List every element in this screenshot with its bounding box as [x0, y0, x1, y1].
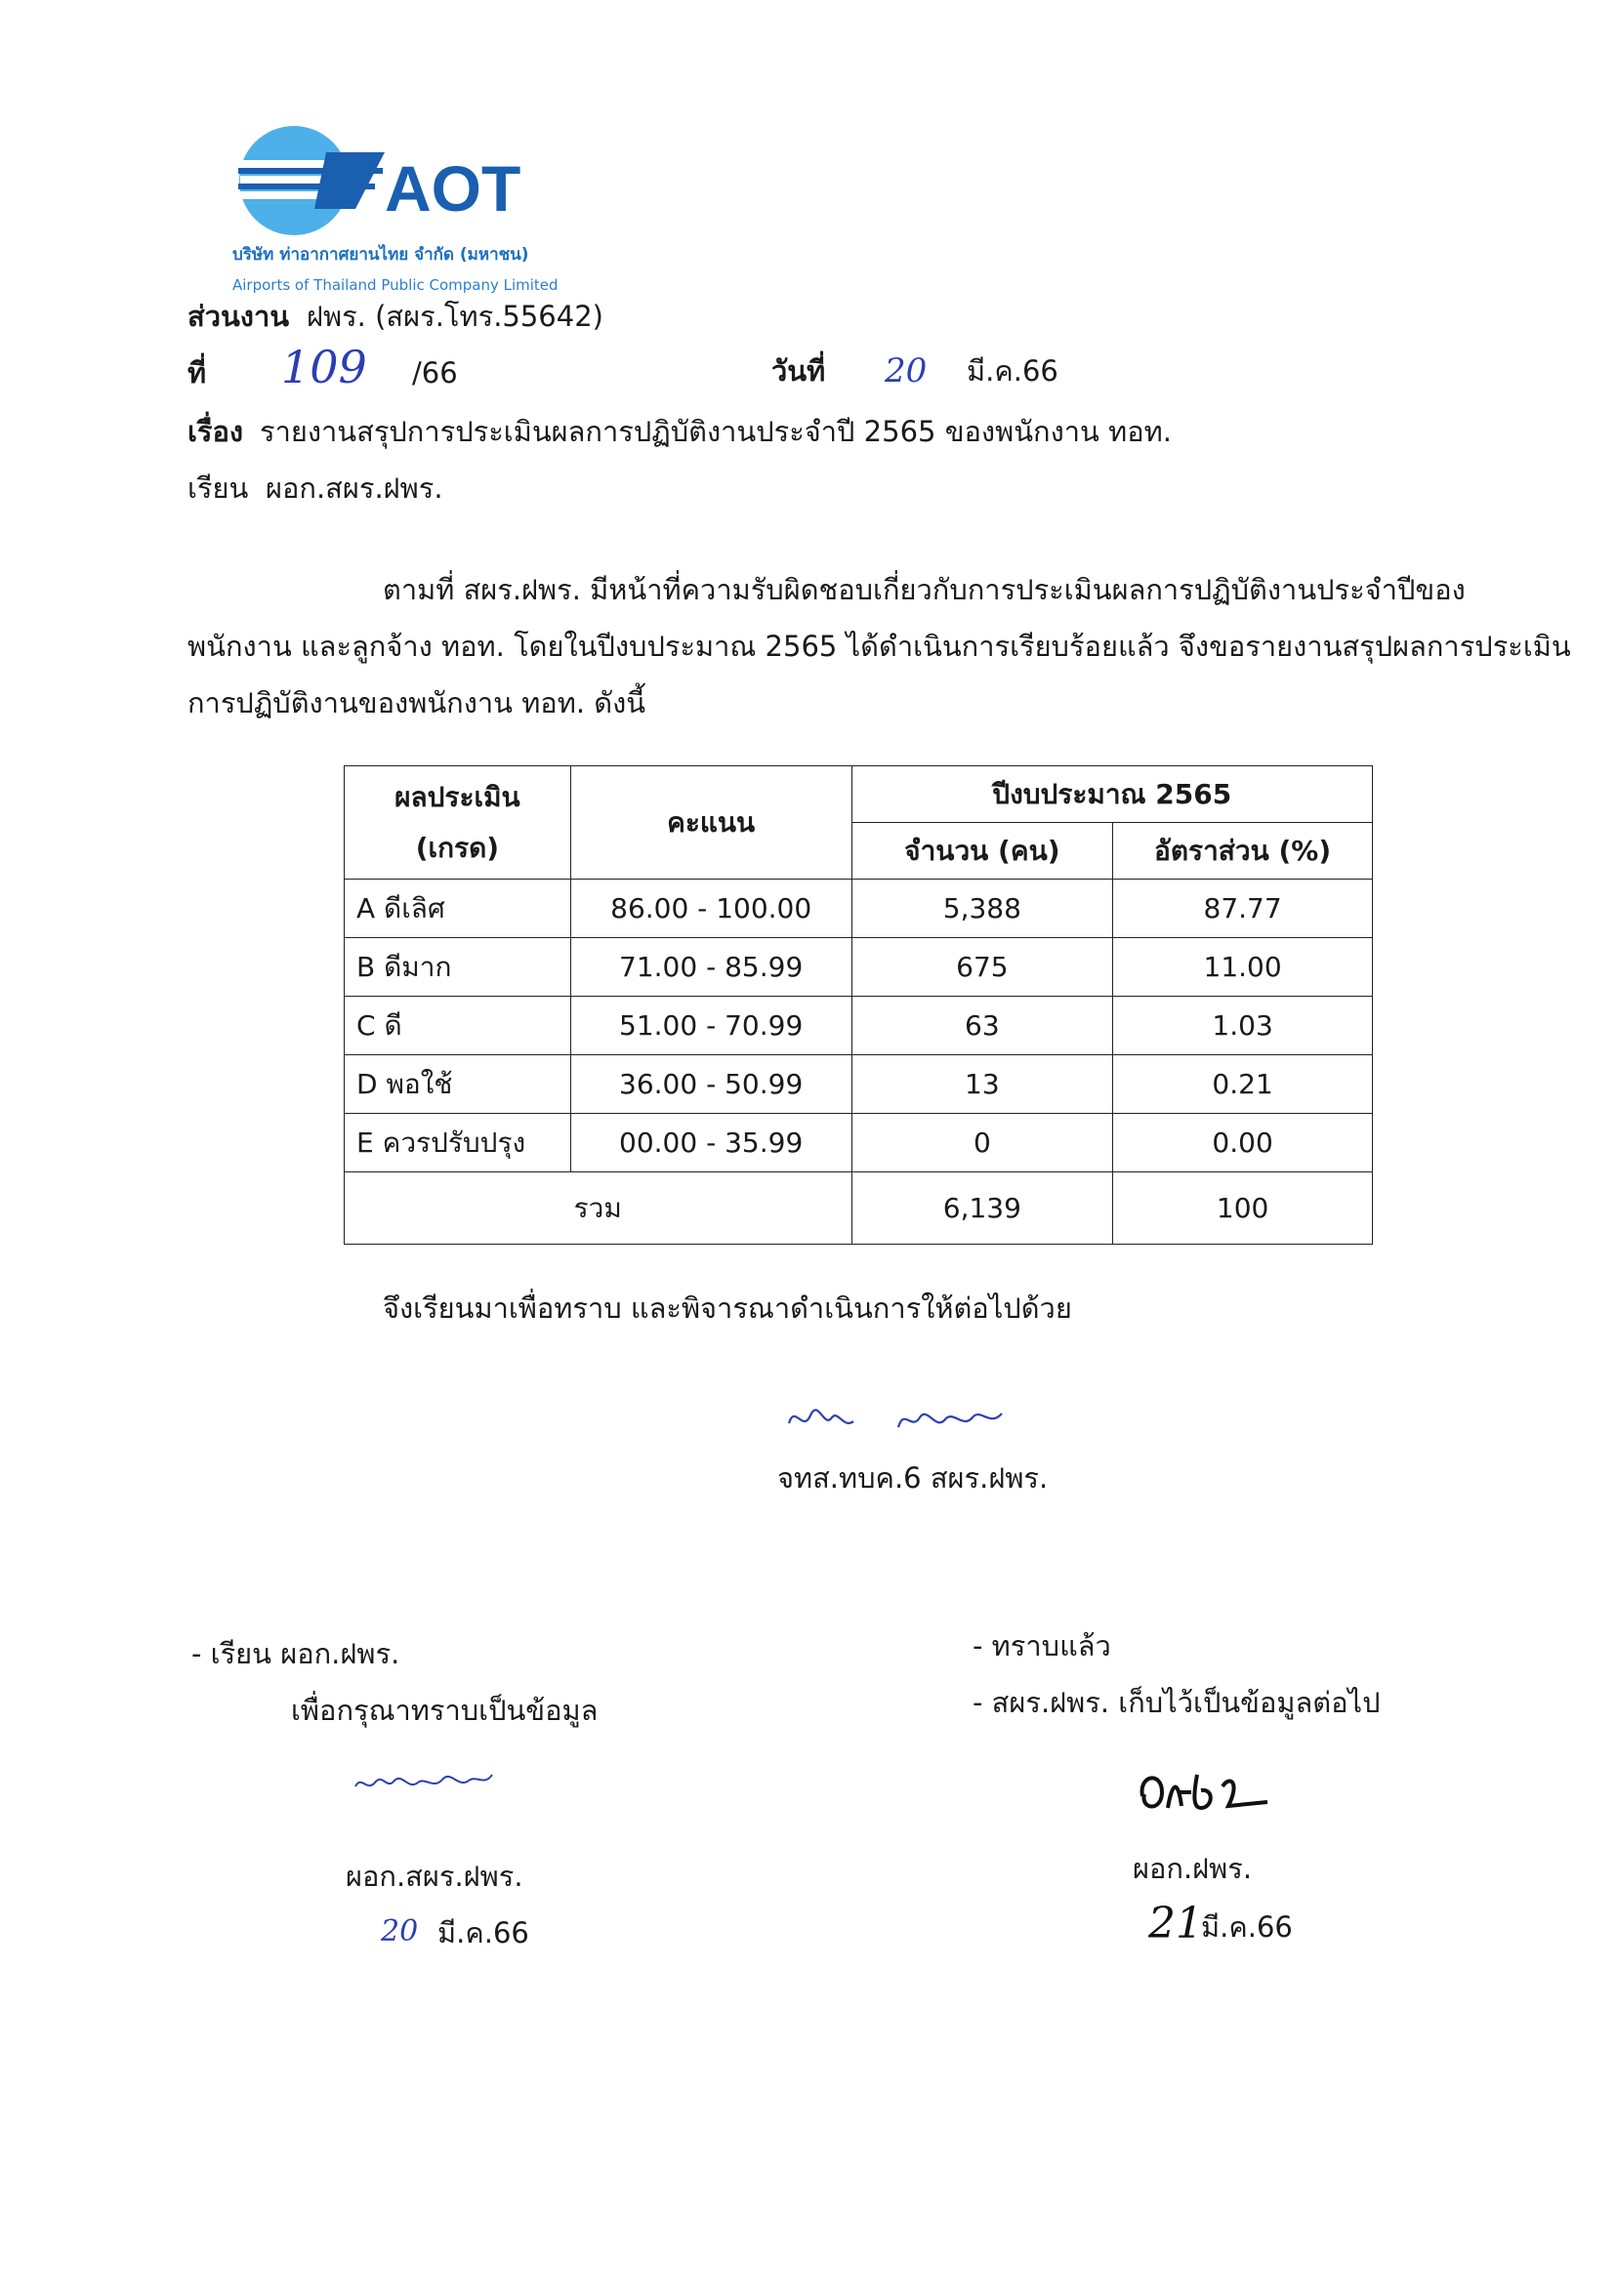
count-cell: 0 — [851, 1114, 1113, 1172]
header-budget-year: ปีงบประมาณ 2565 — [851, 766, 1373, 823]
body-line-2: พนักงาน และลูกจ้าง ทอท. โดยในปีงบประมาณ 2565 ได้ดำเนินการเรียบร้อยแล้ว จึงขอรายงานสรุปผลการประเมิน — [187, 630, 1571, 663]
date-suffix: มี.ค.66 — [967, 354, 1058, 388]
aot-logo-text: AOT — [385, 152, 521, 225]
total-count-cell: 6,139 — [851, 1172, 1113, 1245]
subject-value: รายงานสรุปการประเมินผลการปฏิบัติงานประจำปี 2565 ของพนักงาน ทอท. — [260, 415, 1172, 448]
unit-value: ฝพร. (สผร.โทร.55642) — [307, 300, 603, 333]
signature-1-handwriting — [781, 1394, 1015, 1447]
note-left-position: ผอก.สผร.ฝพร. — [346, 1860, 523, 1893]
doc-no-handwritten: 109 — [281, 341, 367, 393]
signature-3-handwriting — [1133, 1757, 1289, 1829]
subject-label: เรื่อง — [187, 415, 244, 448]
score-cell: 86.00 - 100.00 — [570, 880, 851, 938]
header-grade-line-1: ผลประเมิน — [394, 780, 520, 813]
aot-logo — [238, 125, 531, 237]
ratio-cell: 0.00 — [1113, 1114, 1373, 1172]
score-cell: 00.00 - 35.99 — [570, 1114, 851, 1172]
ratio-cell: 11.00 — [1113, 938, 1373, 997]
grade-cell: E ควรปรับปรุง — [345, 1114, 571, 1172]
company-name-th: บริษัท ท่าอากาศยานไทย จำกัด (มหาชน) — [232, 245, 529, 265]
note-left-line-2: เพื่อกรุณาทราบเป็นข้อมูล — [291, 1694, 599, 1727]
table-total-row — [345, 1172, 1373, 1245]
table-row — [345, 1055, 1373, 1114]
table-row — [345, 880, 1373, 938]
signature-1-position: จทส.ทบค.6 สผร.ฝพร. — [777, 1461, 1049, 1495]
total-ratio-cell: 100 — [1113, 1172, 1373, 1245]
company-name-en: Airports of Thailand Public Company Limited — [232, 276, 559, 294]
body-line-3: การปฏิบัติงานของพนักงาน ทอท. ดังนี้ — [187, 686, 646, 719]
note-left-date-handwritten: 20 — [381, 1914, 419, 1948]
score-cell: 71.00 - 85.99 — [570, 938, 851, 997]
count-cell: 13 — [851, 1055, 1113, 1114]
grade-summary-table — [344, 765, 1373, 1245]
count-cell: 675 — [851, 938, 1113, 997]
header-count: จำนวน (คน) — [851, 823, 1113, 880]
header-grade — [345, 766, 571, 880]
ratio-cell: 0.21 — [1113, 1055, 1373, 1114]
date-label: วันที่ — [771, 354, 826, 388]
header-ratio: อัตราส่วน (%) — [1113, 823, 1373, 880]
ratio-cell: 1.03 — [1113, 997, 1373, 1055]
ratio-cell: 87.77 — [1113, 880, 1373, 938]
note-right-date-suffix: มี.ค.66 — [1201, 1910, 1293, 1944]
note-right-line-2: - สผร.ฝพร. เก็บไว้เป็นข้อมูลต่อไป — [973, 1686, 1381, 1719]
header-grade-line-2: (เกรด) — [415, 831, 500, 864]
count-cell: 5,388 — [851, 880, 1113, 938]
score-cell: 51.00 - 70.99 — [570, 997, 851, 1055]
note-right-position: ผอก.ฝพร. — [1133, 1852, 1253, 1885]
closing-line: จึงเรียนมาเพื่อทราบ และพิจารณาดำเนินการให้ต่อไปด้วย — [383, 1292, 1072, 1325]
doc-no-suffix: /66 — [412, 356, 458, 390]
table-row — [345, 938, 1373, 997]
grade-cell: A ดีเลิศ — [345, 880, 571, 938]
note-left-line-1: - เรียน ผอก.ฝพร. — [191, 1637, 400, 1670]
to-label: เรียน — [187, 472, 249, 505]
grade-cell: D พอใช้ — [345, 1055, 571, 1114]
date-handwritten: 20 — [885, 351, 928, 390]
grade-cell: C ดี — [345, 997, 571, 1055]
unit-label: ส่วนงาน — [187, 300, 290, 333]
to-value: ผอก.สผร.ฝพร. — [266, 472, 443, 505]
table-row — [345, 1114, 1373, 1172]
note-right-line-1: - ทราบแล้ว — [973, 1629, 1111, 1662]
note-left-date-suffix: มี.ค.66 — [437, 1916, 529, 1949]
doc-no-label: ที่ — [187, 356, 207, 390]
header-score: คะแนน — [570, 766, 851, 880]
score-cell: 36.00 - 50.99 — [570, 1055, 851, 1114]
body-line-1: ตามที่ สผร.ฝพร. มีหน้าที่ความรับผิดชอบเกี่ยวกับการประเมินผลการปฏิบัติงานประจำปีของ — [383, 573, 1466, 606]
count-cell: 63 — [851, 997, 1113, 1055]
total-label-cell: รวม — [345, 1172, 852, 1245]
table-row — [345, 997, 1373, 1055]
grade-cell: B ดีมาก — [345, 938, 571, 997]
signature-2-handwriting — [352, 1761, 498, 1804]
note-right-date-handwritten: 21 — [1148, 1899, 1203, 1948]
